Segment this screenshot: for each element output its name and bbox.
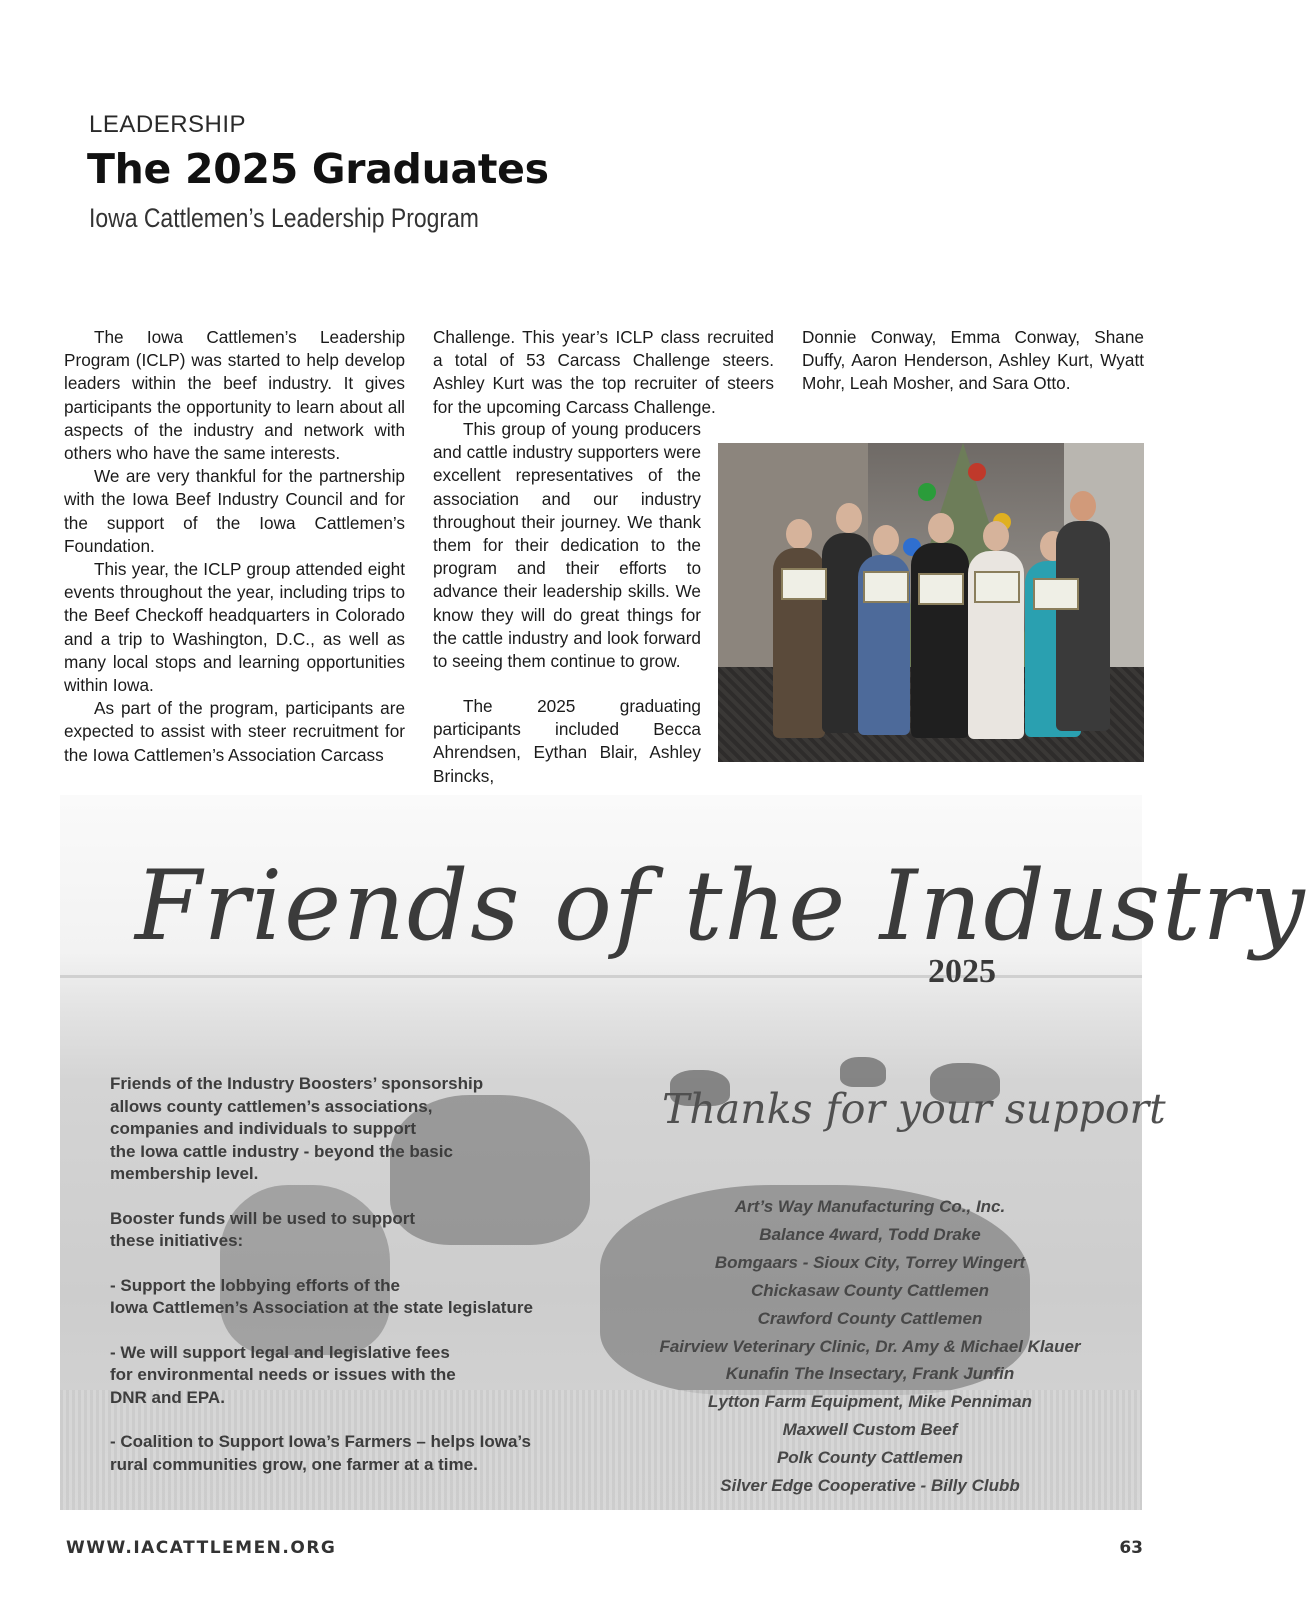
page-subtitle: Iowa Cattlemen’s Leadership Program (89, 203, 479, 233)
person-head (836, 503, 862, 533)
ad-paragraph: Friends of the Industry Boosters’ sponsorship allows county cattlemen’s associations, companies and individuals to support the Iowa cattle industry - beyond the basic membership level. (110, 1074, 484, 1183)
paragraph: We are very thankful for the partnership with the Iowa Beef Industry Council and for the support of the Iowa Cattlemen’s Foundation. (64, 466, 405, 556)
sponsor-list (600, 1193, 1140, 1500)
thanks-heading: Thanks for your support (662, 1085, 1166, 1133)
sponsor-item: Lytton Farm Equipment, Mike Penniman (708, 1392, 1032, 1412)
article-column-2-top (433, 326, 774, 419)
person-head (873, 525, 899, 555)
friends-of-industry-ad (60, 795, 1307, 1510)
page-number: 63 (1119, 1538, 1143, 1558)
ad-paragraph: Booster funds will be used to support these initiatives: (110, 1208, 416, 1250)
ad-title: Friends of the Industry (135, 850, 1307, 962)
paragraph: Challenge. This year’s ICLP class recruited a total of 53 Carcass Challenge steers. Ashley Kurt was the top recruiter of steers for the upcoming Carcass Challenge. (433, 327, 774, 417)
footer-website-link[interactable]: WWW.IACATTLEMEN.ORG (66, 1538, 337, 1558)
paragraph: This group of young producers and cattle industry supporters were excellent representatives of the association and our industry throughout their journey. We thank them for their dedication to the program and their efforts to advance their leadership skills. We know they will do great things for the cattle industry and look forward to seeing them continue to grow. (433, 419, 701, 672)
person (1056, 521, 1110, 731)
sponsor-item: Crawford County Cattlemen (757, 1308, 983, 1328)
paragraph: As part of the program, participants are expected to assist with steer recruitment for the Iowa Cattlemen’s Association Carcass (64, 698, 405, 765)
ad-paragraph: - Support the lobbying efforts of the Iowa Cattlemen’s Association at the state legislature (110, 1275, 533, 1317)
graduates-photo (718, 443, 1144, 762)
sponsor-item: Polk County Cattlemen (776, 1448, 964, 1468)
article-column-2-middle (433, 418, 701, 673)
ornament (968, 463, 986, 481)
paragraph: This year, the ICLP group attended eight events throughout the year, including trips to the Beef Checkoff headquarters in Colorado and a trip to Washington, D.C., as well as many local stops and learning opportunities within Iowa. (64, 559, 405, 696)
sponsor-item: Chickasaw County Cattlemen (750, 1280, 990, 1300)
article-column-3 (802, 326, 1144, 396)
paragraph: The Iowa Cattlemen’s Leadership Program (ICLP) was started to help develop leaders within the beef industry. It gives participants the opportunity to learn about all aspects of the industry and network with others who have the same interests. (64, 327, 405, 464)
sponsor-item: Fairview Veterinary Clinic, Dr. Amy & Michael Klauer (659, 1336, 1081, 1356)
sponsor-item: Maxwell Custom Beef (782, 1420, 958, 1440)
cow-silhouette (840, 1057, 886, 1087)
sponsor-item: Kunafin The Insectary, Frank Junfin (725, 1364, 1015, 1384)
sponsor-item: Bomgaars - Sioux City, Torrey Wingert (714, 1252, 1026, 1272)
certificate (781, 568, 827, 600)
certificate (918, 573, 964, 605)
person-head (786, 519, 812, 549)
booster-description (110, 1073, 580, 1498)
article-column-2-bottom (433, 695, 701, 788)
certificate (863, 571, 909, 603)
person-head (983, 521, 1009, 551)
certificate (974, 571, 1020, 603)
paragraph: The 2025 graduating participants included Becca Ahrendsen, Eythan Blair, Ashley Brincks, (433, 696, 701, 786)
ad-paragraph: - We will support legal and legislative fees for environmental needs or issues with the DNR and EPA. (110, 1342, 456, 1407)
article-column-1 (64, 326, 405, 767)
sponsor-item: Art’s Way Manufacturing Co., Inc. (734, 1197, 1006, 1216)
ornament (918, 483, 936, 501)
section-kicker: LEADERSHIP (89, 111, 247, 138)
person-head (928, 513, 954, 543)
sponsor-item: Balance 4ward, Todd Drake (759, 1224, 981, 1244)
certificate (1033, 578, 1079, 610)
sponsor-item: Silver Edge Cooperative - Billy Clubb (720, 1476, 1020, 1496)
page-title: The 2025 Graduates (87, 145, 549, 193)
paragraph: Donnie Conway, Emma Conway, Shane Duffy, Aaron Henderson, Ashley Kurt, Wyatt Mohr, Leah Mosher, and Sara Otto. (802, 327, 1144, 394)
ad-paragraph: - Coalition to Support Iowa’s Farmers – helps Iowa’s rural communities grow, one farmer at a time. (110, 1432, 531, 1474)
ad-year: 2025 (928, 953, 996, 990)
person-head (1070, 491, 1096, 521)
